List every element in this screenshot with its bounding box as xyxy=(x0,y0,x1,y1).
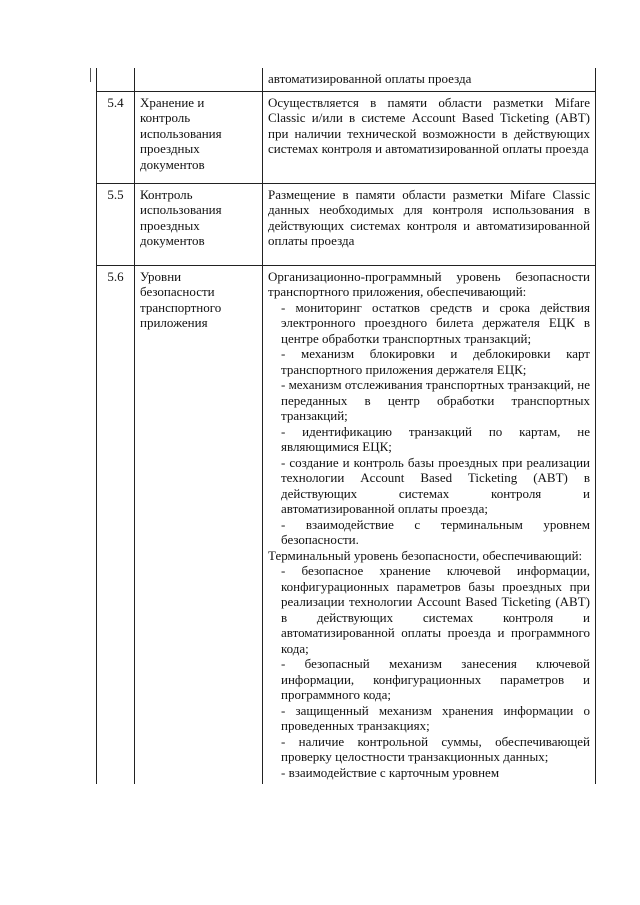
description-text: Размещение в памяти области разметки Mifare Classic данных необходимых для контроля использования в действующих системах контроля и автоматизированной оплаты проезда xyxy=(268,186,590,248)
row-description xyxy=(263,91,596,183)
description-text: Осуществляется в памяти области разметки Mifare Classic и/или в системе Account Based Ticketing (ABT) при наличии технической возможности в действующих системах контроля и автоматизированной оплаты проезда xyxy=(268,94,590,156)
row-description xyxy=(263,265,596,784)
org-level-item: - мониторинг остатков средств и срока действия электронного проездного билета держателя ЕЦК в центре обработки транспортных транзакций; xyxy=(281,299,590,346)
row-name xyxy=(135,68,263,91)
row-name: Хранение и контроль использования проездных документов xyxy=(135,91,263,183)
spec-table xyxy=(96,68,596,784)
row-number: 5.5 xyxy=(97,183,135,265)
row-number: 5.4 xyxy=(97,91,135,183)
org-level-item: - механизм отслеживания транспортных транзакций, не переданных в центр обработки транспортных транзакций; xyxy=(281,377,590,423)
row-number: 5.6 xyxy=(97,265,135,784)
term-level-item: - безопасное хранение ключевой информации, конфигурационных параметров базы проездных при реализации технологии Account Based Ticketing (ABT) в действующих системах контроля и автоматизированной оплаты проезда и программного кода; xyxy=(281,563,590,656)
term-level-item: - безопасный механизм занесения ключевой информации, конфигурационных параметров и программного кода; xyxy=(281,656,590,702)
row-number xyxy=(97,68,135,91)
org-level-item: - создание и контроль базы проездных при реализации технологии Account Based Ticketing (ABT) в действующих системах контроля и автоматизированной оплаты проезда; xyxy=(281,454,590,516)
org-level-item: - взаимодействие с терминальным уровнем безопасности. xyxy=(281,516,590,547)
term-level-heading: Терминальный уровень безопасности, обеспечивающий: xyxy=(268,547,583,563)
description-text: автоматизированной оплаты проезда xyxy=(268,71,472,86)
table-row xyxy=(97,91,596,183)
term-level-item: - наличие контрольной суммы, обеспечивающей проверку целостности транзакционных данных; xyxy=(281,733,590,764)
row-name: Контроль использования проездных документов xyxy=(135,183,263,265)
row-name: Уровни безопасности транспортного приложения xyxy=(135,265,263,784)
row-description xyxy=(263,183,596,265)
term-level-item: - защищенный механизм хранения информации о проведенных транзакциях; xyxy=(281,702,590,733)
row-description xyxy=(263,68,596,91)
org-level-item: - идентификацию транзакций по картам, не являющимися ЕЦК; xyxy=(281,423,590,454)
org-level-heading: Организационно-программный уровень безопасности транспортного приложения, обеспечивающий: xyxy=(268,268,590,299)
term-level-item: - взаимодействие с карточным уровнем xyxy=(281,764,500,780)
table-row xyxy=(97,68,596,91)
org-level-item: - механизм блокировки и деблокировки карт транспортного приложения держателя ЕЦК; xyxy=(281,346,590,377)
table-row xyxy=(97,265,596,784)
table-row xyxy=(97,183,596,265)
scan-artifact xyxy=(90,68,91,82)
